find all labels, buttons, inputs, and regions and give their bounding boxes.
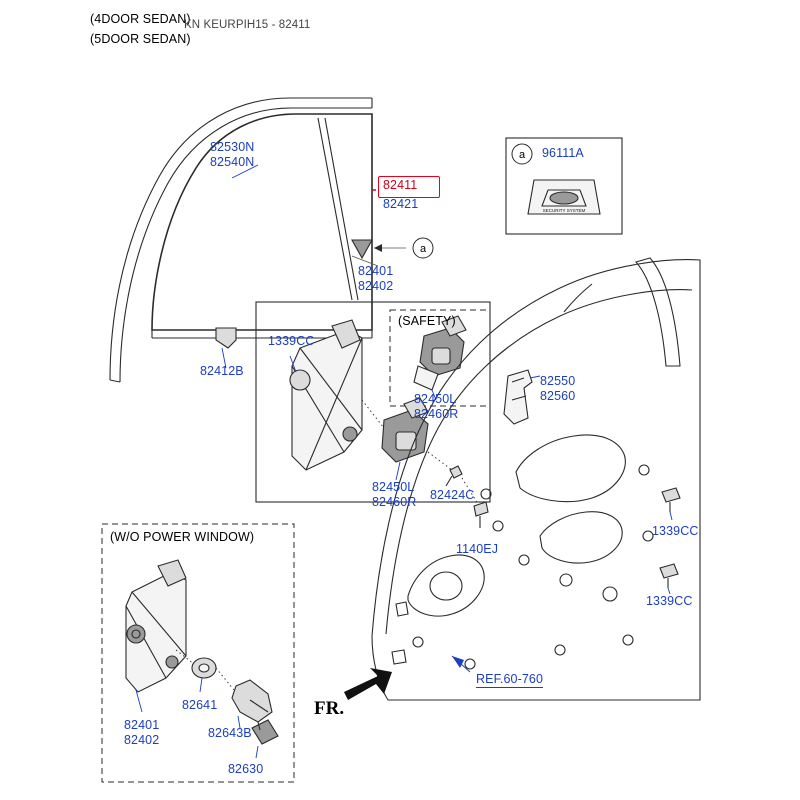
- label-1339CC-mid: 1339CC: [652, 524, 699, 538]
- reference-label: REF.60-760: [476, 672, 544, 686]
- label-1339CC-box: 1339CC: [268, 334, 315, 348]
- group-wo-power-window: (W/O POWER WINDOW): [110, 530, 255, 544]
- group-safety: (SAFETY): [398, 314, 456, 328]
- label-82402-top: 82402: [358, 279, 394, 293]
- label-82643B: 82643B: [208, 726, 252, 740]
- label-82530N: 82530N: [210, 140, 255, 154]
- label-82460R: 82460R: [372, 495, 417, 509]
- direction-marker-fr: FR.: [314, 698, 345, 719]
- label-82424C: 82424C: [430, 488, 475, 502]
- svg-text:a: a: [419, 243, 427, 255]
- label-82550: 82550: [540, 374, 576, 388]
- label-82412B: 82412B: [200, 364, 244, 378]
- svg-text:a: a: [518, 149, 526, 161]
- label-82421: 82421: [383, 197, 419, 211]
- header-line1: (4DOOR SEDAN): [90, 12, 191, 26]
- label-82560: 82560: [540, 389, 576, 403]
- label-82402-manual: 82402: [124, 733, 160, 747]
- label-82460R-safety: 82460R: [414, 407, 459, 421]
- label-82450L: 82450L: [372, 480, 415, 494]
- catalog-code: KN KEURPIH15 - 82411: [184, 19, 311, 31]
- label-1140EJ: 1140EJ: [456, 542, 499, 556]
- label-82540N: 82540N: [210, 155, 255, 169]
- svg-text:SECURITY SYSTEM: SECURITY SYSTEM: [542, 208, 586, 213]
- label-82641: 82641: [182, 698, 218, 712]
- label-1339CC-low: 1339CC: [646, 594, 693, 608]
- label-82630: 82630: [228, 762, 264, 776]
- label-96111A: 96111A: [542, 146, 584, 160]
- label-82401-manual: 82401: [124, 718, 160, 732]
- header-line2: (5DOOR SEDAN): [90, 32, 191, 46]
- label-82450L-safety: 82450L: [414, 392, 457, 406]
- label-82411: 82411: [383, 178, 418, 192]
- label-82401-top: 82401: [358, 264, 394, 278]
